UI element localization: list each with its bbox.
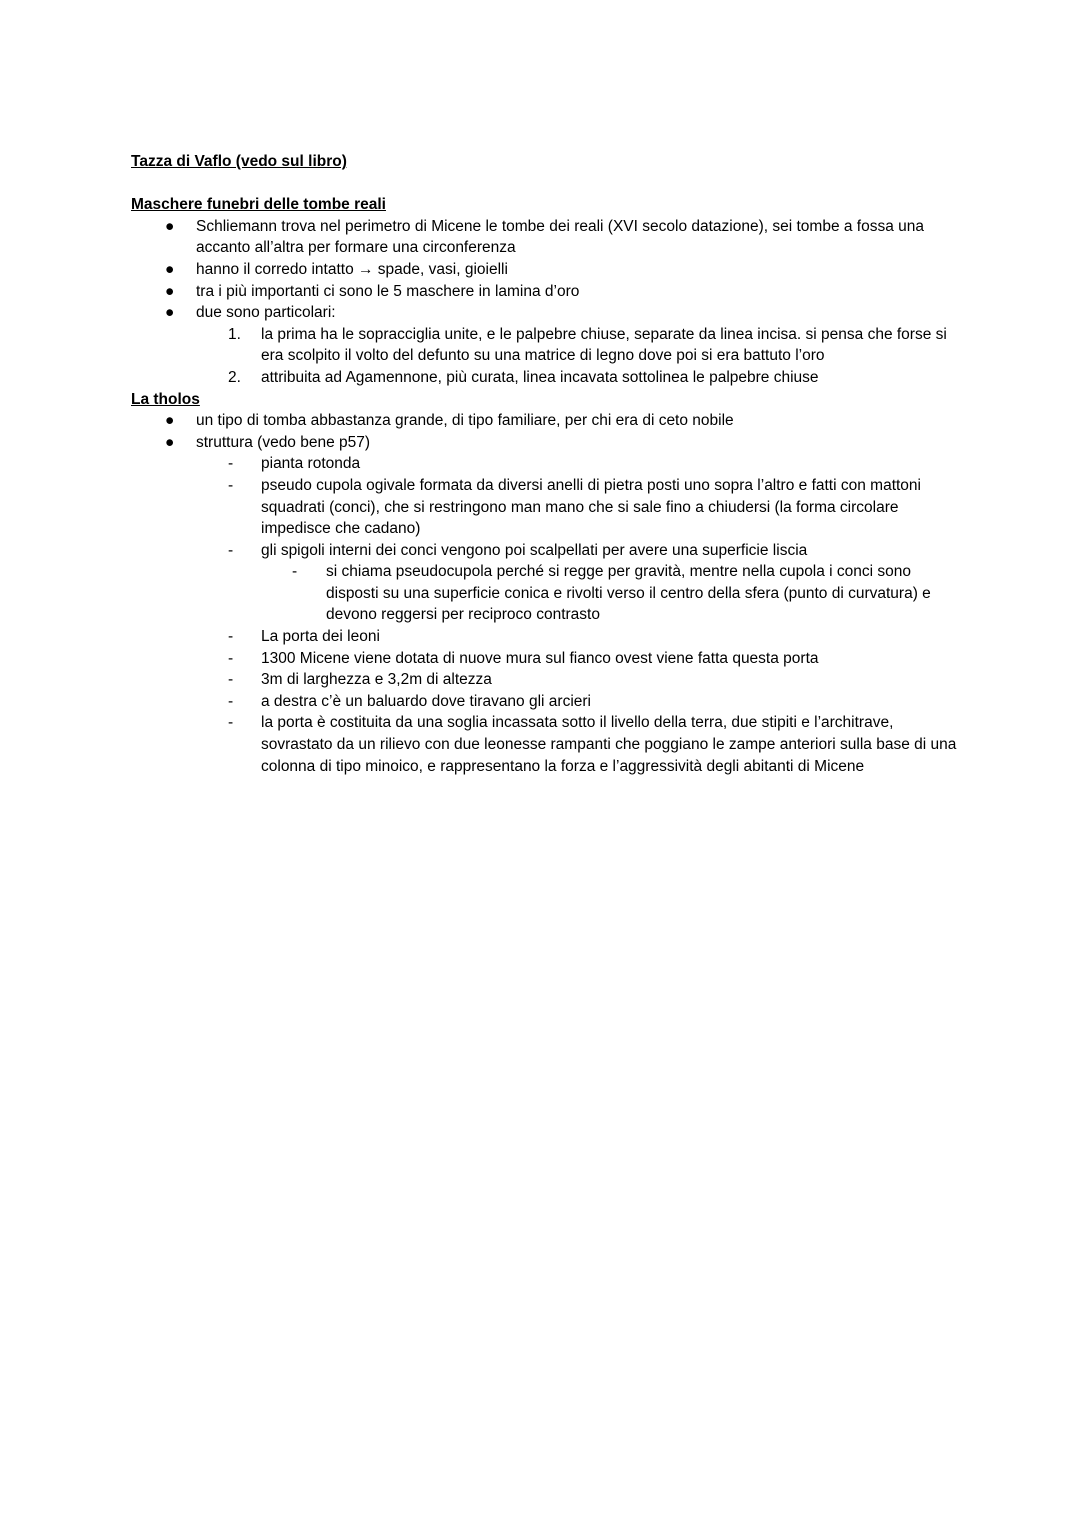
dash-item-text: 1300 Micene viene dotata di nuove mura sul fianco ovest viene fatta questa porta	[261, 649, 819, 667]
list-item	[131, 432, 961, 454]
dash-item	[131, 648, 961, 670]
dash-item-text: La porta dei leoni	[261, 628, 380, 646]
list-item-text: Schliemann trova nel perimetro di Micene le tombe dei reali (XVI secolo datazione), sei tombe a fossa una accanto all’altra per formare una circonferenza	[196, 217, 925, 257]
list-item	[131, 216, 961, 259]
bullet-marker: ●	[165, 412, 175, 430]
bullet-marker: ●	[165, 282, 175, 300]
dash-item	[131, 712, 961, 777]
dash-item-text: pianta rotonda	[261, 455, 361, 473]
dash-item	[131, 669, 961, 691]
dash-marker: -	[228, 692, 234, 710]
dash-item-text: gli spigoli interni dei conci vengono poi scalpellati per avere una superficie liscia	[261, 541, 808, 559]
dash-item	[131, 453, 961, 475]
numbered-item-text: la prima ha le sopracciglia unite, e le palpebre chiuse, separate da linea incisa. si pensa che forse si era scolpito il volto del defunto su una matrice di legno dove poi si era battuto l’oro	[261, 325, 947, 365]
bullet-marker: ●	[165, 433, 175, 451]
list-item	[131, 410, 961, 432]
dash-item	[131, 691, 961, 713]
blank-line	[131, 173, 961, 195]
bullet-marker: ●	[165, 260, 175, 278]
list-item-text: tra i più importanti ci sono le 5 maschere in lamina d’oro	[196, 282, 580, 300]
number-marker: 1.	[228, 325, 241, 343]
dash-item	[131, 626, 961, 648]
numbered-item	[131, 324, 961, 367]
subdash-item	[131, 561, 961, 626]
list-item-text: hanno il corredo intatto → spade, vasi, gioielli	[196, 260, 508, 278]
list-item-text: due sono particolari:	[196, 304, 336, 322]
document-content	[131, 151, 961, 777]
list-item-text: un tipo di tomba abbastanza grande, di tipo familiare, per chi era di ceto nobile	[196, 412, 734, 430]
dash-item-text: pseudo cupola ogivale formata da diversi anelli di pietra posti uno sopra l’altro e fatti con mattoni squadrati (conci), che si restringono man mano che si sale fino a chiudersi (la forma circolare impedisce che cadano)	[261, 476, 921, 538]
number-marker: 2.	[228, 368, 241, 386]
list-item	[131, 259, 961, 281]
numbered-item-text: attribuita ad Agamennone, più curata, linea incavata sottolinea le palpebre chiuse	[261, 368, 819, 386]
dash-item	[131, 540, 961, 562]
dash-marker: -	[228, 541, 234, 559]
dash-marker: -	[228, 455, 234, 473]
heading-maschere-funebri: Maschere funebri delle tombe reali	[131, 196, 386, 214]
dash-marker: -	[228, 649, 234, 667]
numbered-item	[131, 367, 961, 389]
dash-item	[131, 475, 961, 540]
dash-marker: -	[228, 671, 234, 689]
dash-marker: -	[228, 714, 234, 732]
heading-la-tholos: La tholos	[131, 390, 200, 408]
list-item	[131, 302, 961, 324]
dash-item-text: a destra c’è un baluardo dove tiravano gli arcieri	[261, 692, 591, 710]
list-item-text: struttura (vedo bene p57)	[196, 433, 371, 451]
dash-marker: -	[228, 628, 234, 646]
heading-tazza-di-vaflo: Tazza di Vaflo (vedo sul libro)	[131, 153, 347, 170]
dash-item-text: la porta è costituita da una soglia incassata sotto il livello della terra, due stipiti e l’architrave, sovrastato da un rilievo con due leonesse rampanti che poggiano le zampe anteriori sulla base di una colonna di tipo minoico, e rappresentano la forza e l’aggressività degli abitanti di Micene	[261, 714, 957, 775]
bullet-marker: ●	[165, 304, 175, 322]
dash-item-text: 3m di larghezza e 3,2m di altezza	[261, 671, 492, 689]
bullet-marker: ●	[165, 217, 175, 235]
dash-marker: -	[292, 563, 298, 581]
subdash-item-text: si chiama pseudocupola perché si regge per gravità, mentre nella cupola i conci sono disposti su una superficie conica e rivolti verso il centro della sfera (punto di curvatura) e devono reggersi per reciproco contrasto	[326, 563, 931, 624]
dash-marker: -	[228, 476, 234, 494]
list-item	[131, 281, 961, 303]
